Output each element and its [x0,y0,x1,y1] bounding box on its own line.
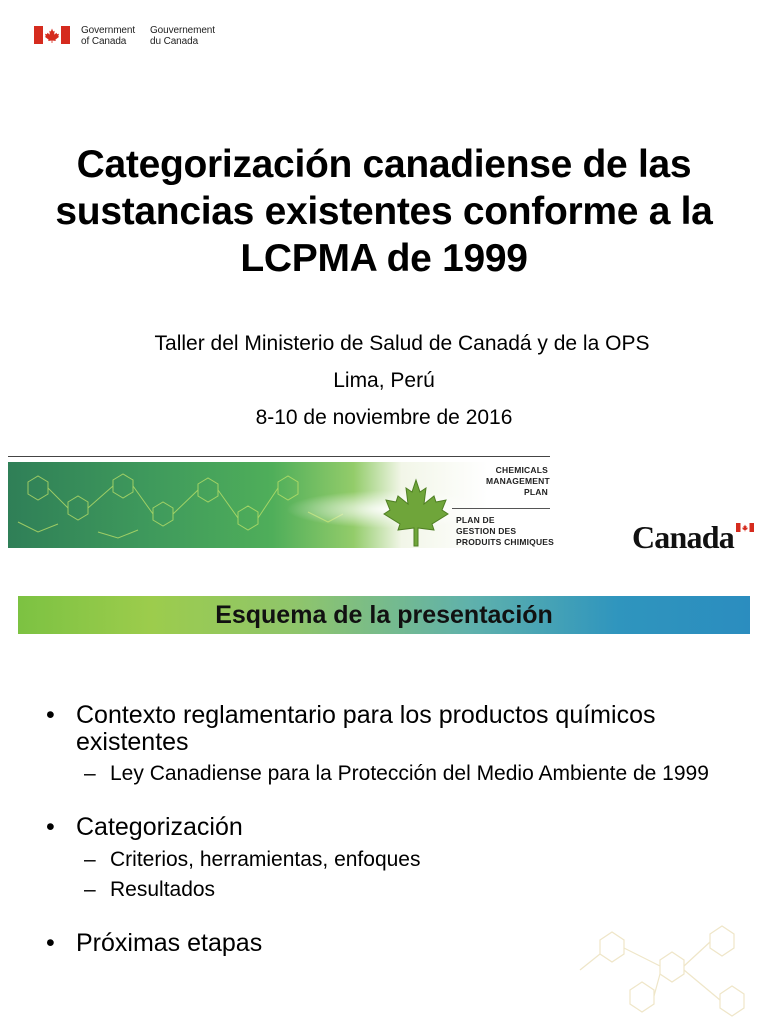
section-header-bar [18,596,750,634]
government-en-line1: Government [81,25,136,36]
location-line: Lima, Perú [333,369,435,392]
canada-wordmark-text: Canada [632,519,734,555]
cmp-fr-line3: PRODUITS CHIMIQUES [456,537,555,547]
molecule-watermark-icon [560,910,768,1024]
government-fr-line2: du Canada [150,36,199,47]
cmp-fr-line2: GESTION DES [456,526,517,536]
canada-wordmark [632,520,754,554]
cmp-english-label [486,465,548,498]
cmp-en-line1: CHEMICALS [495,465,548,475]
wordmark-flag-icon [736,523,754,532]
outline-item: • Próximas etapas [44,930,724,957]
cmp-en-line3: PLAN [524,487,548,497]
chemicals-management-plan-banner-image [8,462,488,548]
outline-subitem: – Resultados [44,878,724,901]
page-title: Categorización canadiense de las sustancias existentes conforme a la LCPMA de 1999 [55,143,713,280]
cmp-fr-line1: PLAN DE [456,515,495,525]
government-fr-line1: Gouvernement [150,25,215,36]
canada-flag-icon [34,26,70,44]
outline-item: • Contexto reglamentario para los productos químicos existentes [44,702,724,756]
government-name-english [81,25,135,47]
cmp-french-label [456,515,566,548]
outline-subitem: – Ley Canadiense para la Protección del Medio Ambiente de 1999 [44,762,724,785]
date-line: 8-10 de noviembre de 2016 [255,406,513,429]
section-title: Esquema de la presentación [215,601,553,629]
workshop-line: Taller del Ministerio de Salud de Canadá y de la OPS [154,332,650,355]
outline-item: • Categorización [44,814,724,841]
government-of-canada-signature [34,24,224,50]
banner-top-rule [8,456,550,457]
government-name-french [150,25,215,47]
government-en-line2: of Canada [81,36,127,47]
outline-subitem: – Criterios, herramientas, enfoques [44,848,724,871]
cmp-divider [452,508,550,509]
cmp-en-line2: MANAGEMENT [486,476,550,486]
